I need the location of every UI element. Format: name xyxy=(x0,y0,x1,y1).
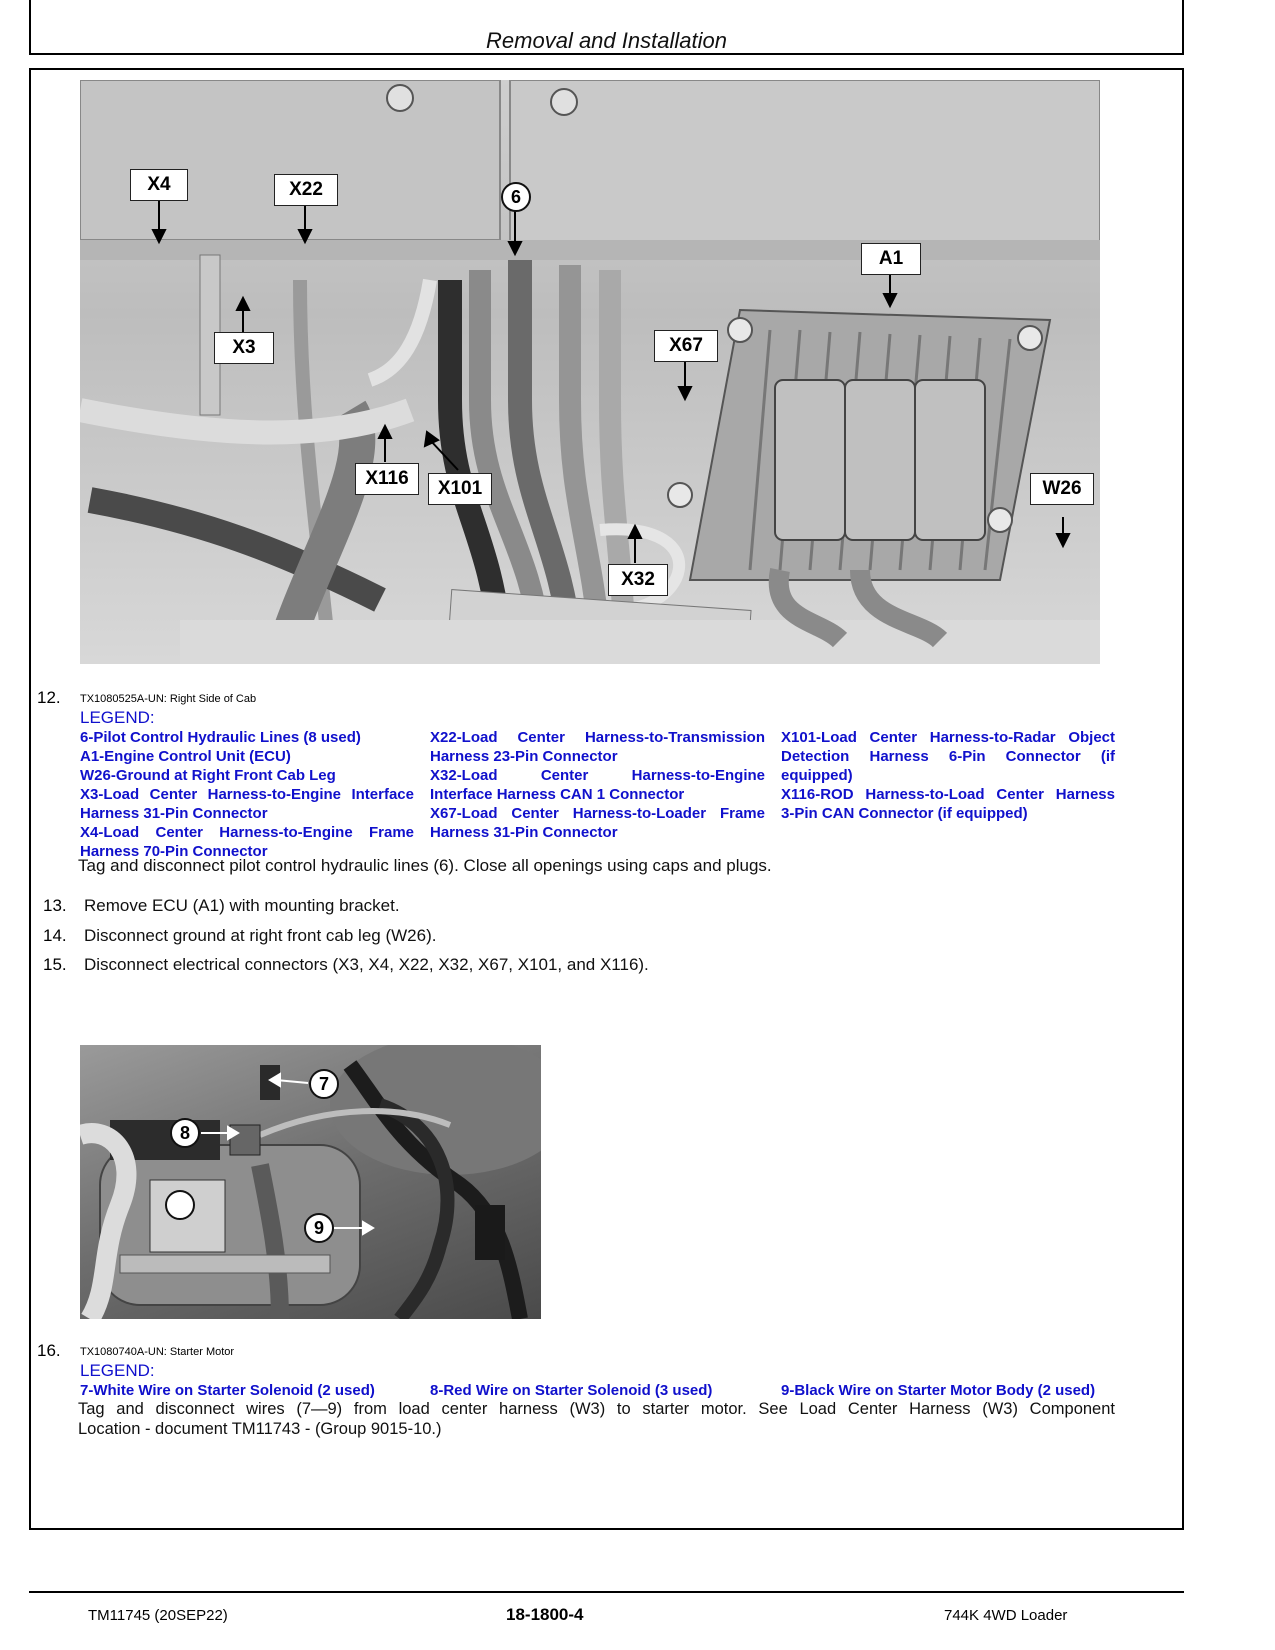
step-15-number: 15. xyxy=(43,955,67,974)
legend-item: W26-Ground at Right Front Cab Leg xyxy=(80,767,336,784)
step-16-text-line-1: Tag and disconnect wires (7—9) from load center harness (W3) to starter motor. See Load Center Harness (W3) Component xyxy=(78,1400,1115,1418)
callout-8: 8 xyxy=(170,1118,200,1148)
legend-1-column-3 xyxy=(781,728,1115,823)
legend-item: 3-Pin CAN Connector (if equipped) xyxy=(781,805,1028,822)
callout-x3: X3 xyxy=(214,332,274,364)
step-13-text: Remove ECU (A1) with mounting bracket. xyxy=(84,896,400,915)
figure-2-caption: TX1080740A-UN: Starter Motor xyxy=(80,1346,235,1358)
callout-x67: X67 xyxy=(654,330,718,362)
starter-motor-photo xyxy=(80,1045,541,1319)
callout-x22: X22 xyxy=(274,174,338,206)
legend-2-item-8: 8-Red Wire on Starter Solenoid (3 used) xyxy=(430,1382,713,1399)
footer-model: 744K 4WD Loader xyxy=(944,1607,1068,1624)
figure-1-caption: TX1080525A-UN: Right Side of Cab xyxy=(80,693,257,705)
footer-rule xyxy=(29,1591,1184,1593)
legend-item: X22-Load Center Harness-to-Transmission xyxy=(430,729,765,746)
legend-item: Harness 23-Pin Connector xyxy=(430,748,618,765)
footer-doc-id: TM11745 (20SEP22) xyxy=(88,1607,228,1624)
step-14-text: Disconnect ground at right front cab leg (W26). xyxy=(84,926,437,945)
legend-1-column-1 xyxy=(80,728,414,861)
legend-item: X116-ROD Harness-to-Load Center Harness xyxy=(781,786,1115,803)
legend-item: equipped) xyxy=(781,767,853,784)
step-12-text: Tag and disconnect pilot control hydraulic lines (6). Close all openings using caps and plugs. xyxy=(78,856,772,875)
page-header-title: Removal and Installation xyxy=(486,28,727,53)
legend-item: X32-Load Center Harness-to-Engine xyxy=(430,767,765,784)
legend-2-label: LEGEND: xyxy=(80,1361,155,1380)
callout-9: 9 xyxy=(304,1213,334,1243)
right-side-of-cab-photo xyxy=(80,80,1100,664)
legend-2-item-9: 9-Black Wire on Starter Motor Body (2 used) xyxy=(781,1382,1096,1399)
footer-page-number: 18-1800-4 xyxy=(506,1605,584,1624)
callout-x101: X101 xyxy=(428,473,492,505)
legend-item: Harness 70-Pin Connector xyxy=(80,843,268,860)
step-14-number: 14. xyxy=(43,926,67,945)
legend-item: X101-Load Center Harness-to-Radar Object xyxy=(781,729,1115,746)
legend-item: Detection Harness 6-Pin Connector (if xyxy=(781,748,1115,765)
right-side-of-cab-illustration xyxy=(80,80,1100,664)
step-12-number: 12. xyxy=(37,688,61,707)
legend-item: Harness 31-Pin Connector xyxy=(430,824,618,841)
legend-item: X3-Load Center Harness-to-Engine Interface xyxy=(80,786,414,803)
callout-x32: X32 xyxy=(608,564,668,596)
legend-item: Harness 31-Pin Connector xyxy=(80,805,268,822)
legend-item: 6-Pilot Control Hydraulic Lines (8 used) xyxy=(80,729,361,746)
callout-6: 6 xyxy=(501,182,531,212)
step-13-number: 13. xyxy=(43,896,67,915)
legend-item: X4-Load Center Harness-to-Engine Frame xyxy=(80,824,414,841)
legend-1-label: LEGEND: xyxy=(80,708,155,727)
step-16-number: 16. xyxy=(37,1341,61,1360)
callout-7: 7 xyxy=(309,1069,339,1099)
step-16-text-line-2: Location - document TM11743 - (Group 9015-10.) xyxy=(78,1420,442,1438)
callout-a1: A1 xyxy=(861,243,921,275)
legend-item: X67-Load Center Harness-to-Loader Frame xyxy=(430,805,765,822)
legend-1-column-2 xyxy=(430,728,765,842)
callout-w26: W26 xyxy=(1030,473,1094,505)
step-15-text: Disconnect electrical connectors (X3, X4, X22, X32, X67, X101, and X116). xyxy=(84,955,649,974)
legend-item: A1-Engine Control Unit (ECU) xyxy=(80,748,291,765)
callout-x116: X116 xyxy=(355,463,419,495)
legend-item: Interface Harness CAN 1 Connector xyxy=(430,786,685,803)
legend-2-item-7: 7-White Wire on Starter Solenoid (2 used) xyxy=(80,1382,375,1399)
callout-x4: X4 xyxy=(130,169,188,201)
